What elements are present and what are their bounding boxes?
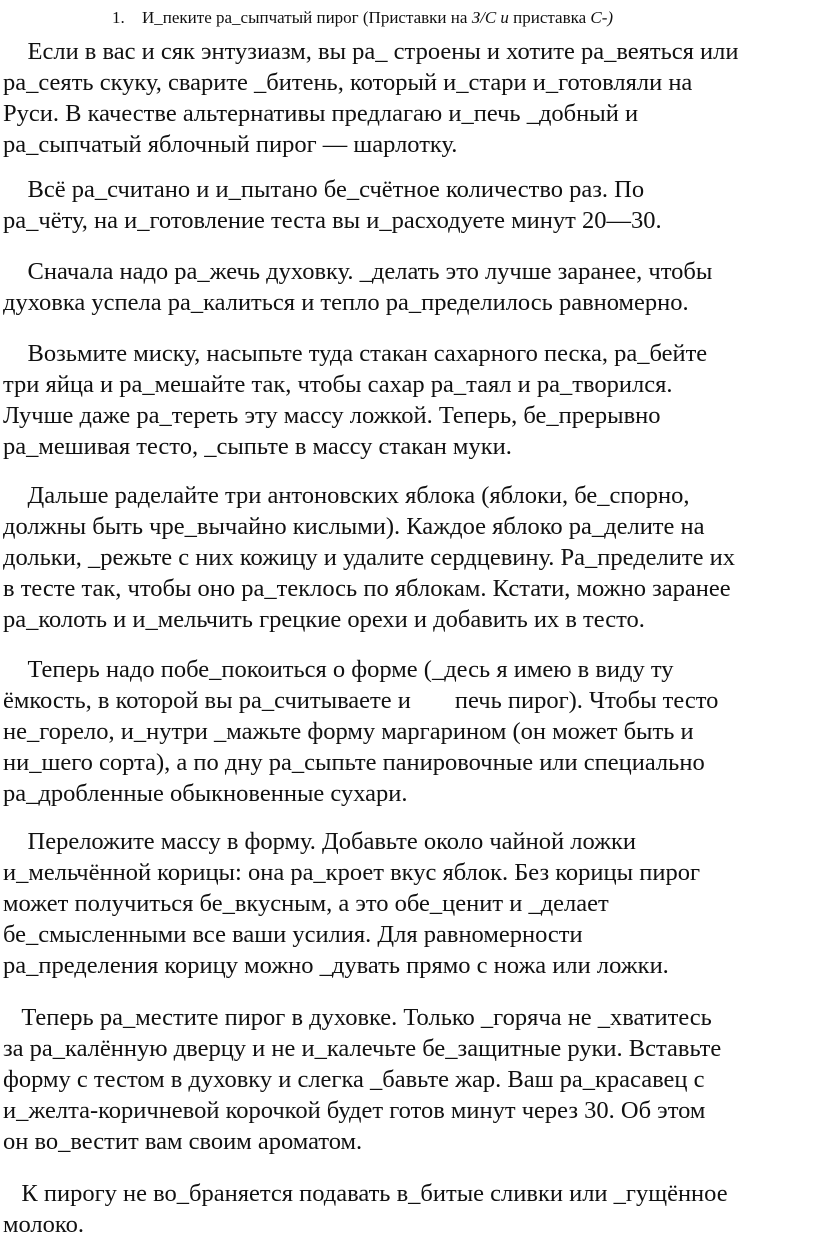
paragraph-line: Теперь ра_местите пирог в духовке. Только _горяча не _хватитесь — [3, 1004, 712, 1031]
paragraph-line: бе_смысленными все ваши усилия. Для равномерности — [3, 921, 583, 948]
paragraph-line: не_горело, и_нутри _мажьте форму маргарином (он может быть и — [3, 718, 694, 745]
paragraph-line: Если в вас и сяк энтузиазм, вы ра_ строены и хотите ра_веяться или — [3, 38, 739, 65]
paragraph-line: дольки, _режьте с них кожицу и удалите сердцевину. Ра_пределите их — [3, 544, 735, 571]
paragraph-8 — [3, 1002, 811, 1157]
paragraph-line: ра_дробленные обыкновенные сухари. — [3, 780, 408, 807]
paragraph-line: К пирогу не во_браняется подавать в_битые сливки или _гущённое — [3, 1180, 728, 1207]
paragraph-5 — [3, 480, 811, 635]
paragraph-line: может получиться бе_вкусным, а это обе_ценит и _делает — [3, 890, 609, 917]
exercise-number: 1. — [112, 8, 125, 27]
exercise-title — [112, 7, 613, 29]
paragraph-6 — [3, 654, 811, 809]
paragraph-line: в тесте так, чтобы оно ра_теклось по яблокам. Кстати, можно заранее — [3, 575, 731, 602]
paragraph-2 — [3, 174, 811, 236]
paragraph-line: ра_колоть и и_мельчить грецкие орехи и добавить их в тесто. — [3, 606, 645, 633]
paragraph-line: должны быть чре_вычайно кислыми). Каждое яблоко ра_делите на — [3, 513, 705, 540]
paragraph-3 — [3, 256, 811, 318]
title-italic-1: З/С и — [471, 8, 509, 27]
paragraph-line: Теперь надо побе_покоиться о форме (_десь я имею в виду ту — [3, 656, 674, 683]
paragraph-line: он во_вестит вам своим ароматом. — [3, 1128, 363, 1155]
paragraph-line: духовка успела ра_калиться и тепло ра_пределилось равномерно. — [3, 289, 689, 316]
paragraph-7 — [3, 826, 811, 981]
paragraph-line — [3, 685, 811, 716]
title-text-middle: приставка — [508, 8, 591, 27]
paragraph-line: ни_шего сорта), а по дну ра_сыпьте панировочные или специально — [3, 749, 705, 776]
paragraph-line: три яйца и ра_мешайте так, чтобы сахар ра_таял и ра_творился. — [3, 371, 673, 398]
paragraph-line: Руси. В качестве альтернативы предлагаю и_печь _добный и — [3, 100, 639, 127]
paragraph-line: ра_сеять скуку, сварите _битень, который и_стари и_готовляли на — [3, 69, 693, 96]
paragraph-line: и_желта-коричневой корочкой будет готов минут через 30. Об этом — [3, 1097, 706, 1124]
paragraph-line: и_мельчённой корицы: она ра_кроет вкус яблок. Без корицы пирог — [3, 859, 701, 886]
paragraph-line: за ра_калённую дверцу и не и_калечьте бе_защитные руки. Вставьте — [3, 1035, 722, 1062]
paragraph-9 — [3, 1178, 811, 1240]
paragraph-line: Дальше раделайте три антоновских яблока (яблоки, бе_спорно, — [3, 482, 690, 509]
paragraph-line: ра_чёту, на и_готовление теста вы и_расходуете минут 20—30. — [3, 207, 662, 234]
paragraph-line: форму с тестом в духовку и слегка _бавьте жар. Ваш ра_красавец с — [3, 1066, 705, 1093]
paragraph-line: Лучше даже ра_тереть эту массу ложкой. Теперь, бе_прерывно — [3, 402, 661, 429]
paragraph-1 — [3, 36, 811, 160]
paragraph-line-part: ёмкость, в которой вы ра_считываете и — [3, 687, 411, 714]
title-text-before: И_пеките ра_сыпчатый пирог (Приставки на — [142, 8, 472, 27]
paragraph-line: Сначала надо ра_жечь духовку. _делать это лучше заранее, чтобы — [3, 258, 713, 285]
paragraph-line: ра_сыпчатый яблочный пирог — шарлотку. — [3, 131, 458, 158]
paragraph-4 — [3, 338, 811, 462]
paragraph-line: молоко. — [3, 1211, 84, 1238]
paragraph-line: ра_пределения корицу можно _дувать прямо с ножа или ложки. — [3, 952, 669, 979]
title-italic-2: С-) — [590, 8, 614, 27]
paragraph-line: Всё ра_считано и и_пытано бе_счётное количество раз. По — [3, 176, 645, 203]
paragraph-line: ра_мешивая тесто, _сыпьте в массу стакан муки. — [3, 433, 512, 460]
paragraph-line: Переложите массу в форму. Добавьте около чайной ложки — [3, 828, 637, 855]
paragraph-line-part: печь пирог). Чтобы тесто — [454, 687, 719, 714]
paragraph-line: Возьмите миску, насыпьте туда стакан сахарного песка, ра_бейте — [3, 340, 708, 367]
